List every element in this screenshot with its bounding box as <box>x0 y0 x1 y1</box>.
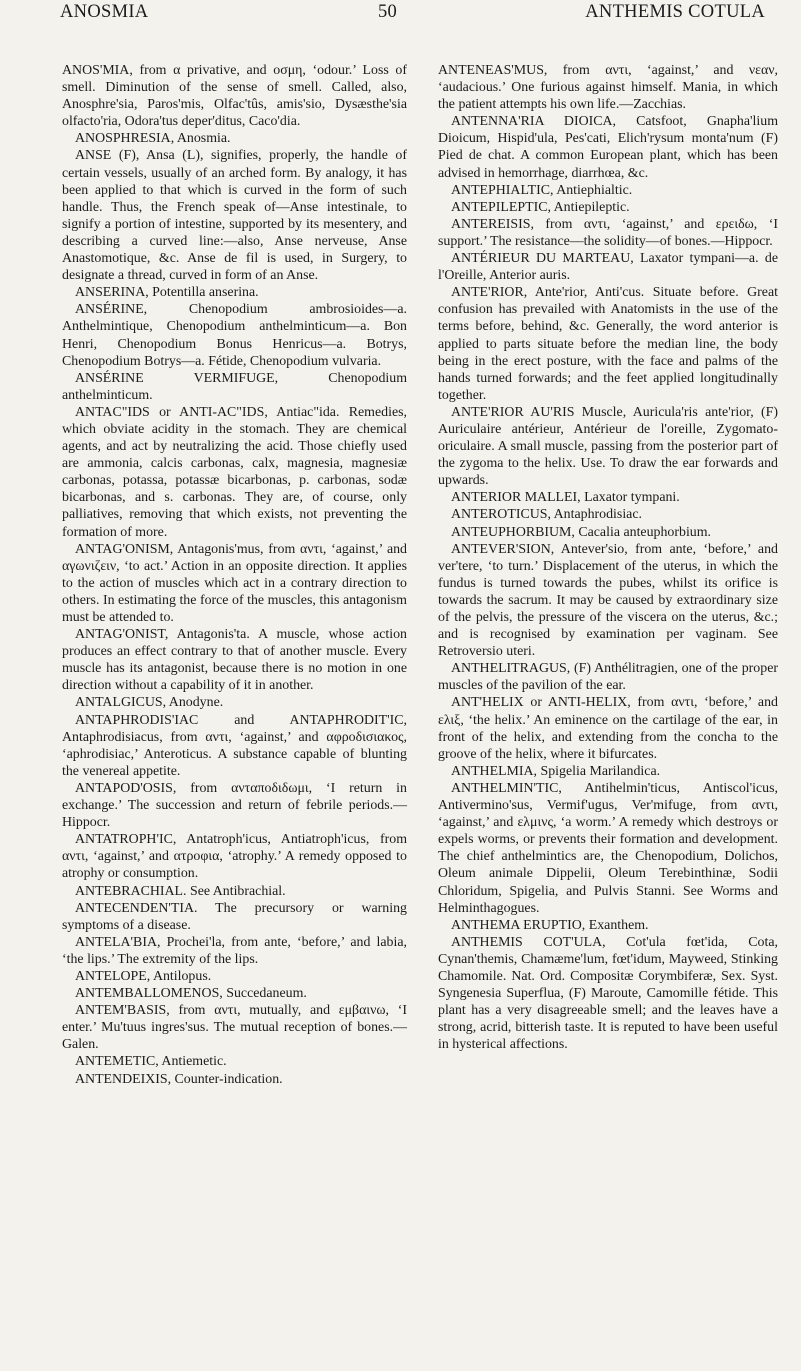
entry-antaphrodisiac: ANTAPHRODIS'IAC and ANTAPHRODIT'IC, Antaphrodisiacus, from αντι, ‘against,’ and αφροδισιακος, ‘aphrodisiac,’ Anteroticus. A substance capable of blunting the venereal appetite. <box>62 712 407 779</box>
header-right-guide-word: ANTHEMIS COTULA <box>585 2 765 22</box>
left-column <box>62 62 407 1088</box>
entry-antagonist: ANTAG'ONIST, Antagonis'ta. A muscle, whose action produces an effect contrary to that of another muscle. Every muscle has its antagonist, because there is no motion in one direction without a capability of it in another. <box>62 627 407 694</box>
entry-anosphresia: ANOSPHRESIA, Anosmia. <box>75 131 231 147</box>
entry-anteneasmus: ANTENEAS'MUS, from αντι, ‘against,’ and νεαν, ‘audacious.’ One furious against himself. Mania, in which the patient attempts his own life.—Zacchias. <box>438 63 778 113</box>
entry-anteuphorbium: ANTEUPHORBIUM, Cacalia anteuphorbium. <box>451 524 712 540</box>
entry-antepileptic: ANTEPILEPTIC, Antiepileptic. <box>451 199 630 215</box>
entry-anteballomenos: ANTEMBALLOMENOS, Succedaneum. <box>75 986 307 1002</box>
entry-anthema-eruptio: ANTHEMA ERUPTIO, Exanthem. <box>451 917 649 933</box>
entry-anterior: ANTE'RIOR, Ante'rior, Anti'cus. Situate before. Great confusion has prevailed with Anatomists in the use of the terms before, behind, &c. Generally, the word anterior is applied to parts situate before the median line, the body being in the erect posture, with the face and palms of the hands turned forwards; and the feet applied longitudinally together. <box>438 285 778 403</box>
entry-antagonism: ANTAG'ONISM, Antagonis'mus, from αντι, ‘against,’ and αγωνιζειν, ‘to act.’ Action in an opposite direction. It applies to the action of muscles which act in a contrary direction to others. In estimating the force of the muscles, this antagonism must be attended to. <box>62 541 407 625</box>
entry-anosmia: ANOS'MIA, from α privative, and οσμη, ‘odour.’ Loss of smell. Diminution of the sense of smell. Called, also, Anosphre'sia, Paros'mis, Olfac'tûs, amis'sio, Dysæsthe'sia olfacto'ria, Odora'tus deper'ditus, Caco'dia. <box>62 63 407 130</box>
entry-antelope: ANTELOPE, Antilopus. <box>75 968 212 984</box>
entry-anteroticus: ANTEROTICUS, Antaphrodisiac. <box>451 507 642 523</box>
entry-antatrophic: ANTATROPH'IC, Antatroph'icus, Antiatroph'icus, from αντι, ‘against,’ and ατροφια, ‘atrophy.’ A remedy opposed to atrophy or consumption. <box>62 832 407 882</box>
page-number: 50 <box>378 2 398 22</box>
entry-antalgicus: ANTALGICUS, Anodyne. <box>75 695 224 711</box>
entry-antebrachial: ANTEBRACHIAL. See Antibrachial. <box>75 883 286 899</box>
entry-anthelitragus: ANTHELITRAGUS, (F) Anthélitragien, one of the proper muscles of the pavilion of the ear. <box>438 661 778 694</box>
entry-antephialtic: ANTEPHIALTIC, Antiephialtic. <box>451 182 633 198</box>
right-column <box>438 62 778 1053</box>
entry-antereisis: ANTEREISIS, from αντι, ‘against,’ and ερειδω, ‘I support.’ The resistance—the solidity—of bones.—Hippocr. <box>438 216 778 249</box>
entry-anthelix: ANT'HELIX or ANTI-HELIX, from αντι, ‘before,’ and ελιξ, ‘the helix.’ An eminence on the cartilage of the ear, in front of the helix, and extending from the concha to the groove of the helix, where it bifurcates. <box>438 695 778 762</box>
entry-anterieur-du-marteau: ANTÉRIEUR DU MARTEAU, Laxator tympani—a. de l'Oreille, Anterior auris. <box>438 251 778 284</box>
entry-antemetic: ANTEMETIC, Antiemetic. <box>75 1054 227 1070</box>
entry-anthelmia: ANTHELMIA, Spigelia Marilandica. <box>451 763 661 779</box>
entry-anteversion: ANTEVER'SION, Antever'sio, from ante, ‘before,’ and ver'tere, ‘to turn.’ Displacement of the uterus, in which the fundus is turned towards the pubes, whilst its orifice is towards the sacrum. It may be caused by extraordinary size of the pelvis, the pressure of the viscera on the uterus, &c.; and is recognised by examination per vaginam. See Retroversio uteri. <box>438 541 778 660</box>
entry-antacids: ANTAC"IDS or ANTI-AC"IDS, Antiac"ida. Remedies, which obviate acidity in the stomach. They are chemical agents, and act by neutralizing the acid. Those chiefly used are ammonia, calcis carbonas, calx, magnesia, magnesiæ carbonas, potassa, potassæ bicarbonas, p. carbonas, sodæ bicarbonas, and s. carbonas. They are, of course, only palliatives, removing that which exists, not preventing the formation of more. <box>62 404 407 540</box>
header-left-guide-word: ANOSMIA <box>60 2 149 22</box>
entry-antelabia: ANTELA'BIA, Prochei'la, from ante, ‘before,’ and labia, ‘the lips.’ The extremity of the lips. <box>62 934 407 967</box>
entry-antapodosis: ANTAPOD'OSIS, from ανταποδιδωμι, ‘I return in exchange.’ The succession and return of febrile periods.—Hippocr. <box>62 780 407 831</box>
running-head <box>60 2 765 28</box>
entry-antennaria-dioica: ANTENNA'RIA DIOICA, Catsfoot, Gnapha'lium Dioicum, Hispid'ula, Pes'cati, Elich'rysum monta'num (F) Pied de chat. A common European plant, which has been advised in hemorrhage, diarrhœa, &c. <box>438 114 778 181</box>
entry-anthemis-cotula: ANTHEMIS COT'ULA, Cot'ula fœt'ida, Cota, Cynan'themis, Chamæme'lum, fœt'idum, Mayweed, Stinking Chamomile. Nat. Ord. Compositæ Corymbiferæ, Sex. Syst. Syngenesia Superflua, (F) Maroute, Camomille fétide. This plant has a very disagreeable smell; and the leaves have a strong, acrid, bitterish taste. It is reputed to have been useful in hysterical affections. <box>438 934 778 1053</box>
entry-anse: ANSE (F), Ansa (L), signifies, properly, the handle of certain vessels, usually of an arched form. By analogy, it has been applied to that which is curved in the form of such handle. Thus, the French speak of—Anse intestinale, to signify a portion of intestine, supported by its mesentery, and describing a curved line:—also, Anse nerveuse, Anse Anastomotique, &c. Anse de fil is used, in Surgery, to designate a thread, curved in form of an Anse. <box>62 148 407 284</box>
entry-anterior-mallei: ANTERIOR MALLEI, Laxator tympani. <box>451 490 680 506</box>
entry-antendeixis: ANTENDEIXIS, Counter-indication. <box>75 1071 283 1087</box>
entry-anthelmintic: ANTHELMIN'TIC, Antihelmin'ticus, Antiscol'icus, Antivermino'sus, Vermif'ugus, Ver'mifuge, from αντι, ‘against,’ and ελμινς, ‘a worm.’ A remedy which destroys or expels worms, or prevents their formation and development. The chief anthelmintics are, the Chenopodium, Dolichos, Oleum animale Dippelii, Oleum Terebinthinæ, Sodii Chloridum, Spigelia, and Pulvis Stanni. See Worms and Helminthagogues. <box>438 780 778 916</box>
entry-antecendentia: ANTECENDEN'TIA. The precursory or warning symptoms of a disease. <box>62 900 407 933</box>
entry-anserina: ANSERINA, Potentilla anserina. <box>75 285 259 301</box>
entry-anserine-vermifuge: ANSÉRINE VERMIFUGE, Chenopodium anthelminticum. <box>62 370 407 403</box>
entry-anterior-auris: ANTE'RIOR AU'RIS Muscle, Auricula'ris ante'rior, (F) Auriculaire antérieur, Antérieur de l'oreille, Zygomato-oriculaire. A small muscle, passing from the posterior part of the zygoma to the helix. Use. To draw the ear forwards and upwards. <box>438 404 778 489</box>
entry-anserine: ANSÉRINE, Chenopodium ambrosioides—a. Anthelmintique, Chenopodium anthelminticum—a. Bon Henri, Chenopodium Bonus Henricus—a. Botrys, Chenopodium Botrys—a. Fétide, Chenopodium vulvaria. <box>62 302 407 369</box>
entry-antembasis: ANTEM'BASIS, from αντι, mutually, and εμβαινω, ‘I enter.’ Mu'tuus ingres'sus. The mutual reception of bones.—Galen. <box>62 1003 407 1053</box>
